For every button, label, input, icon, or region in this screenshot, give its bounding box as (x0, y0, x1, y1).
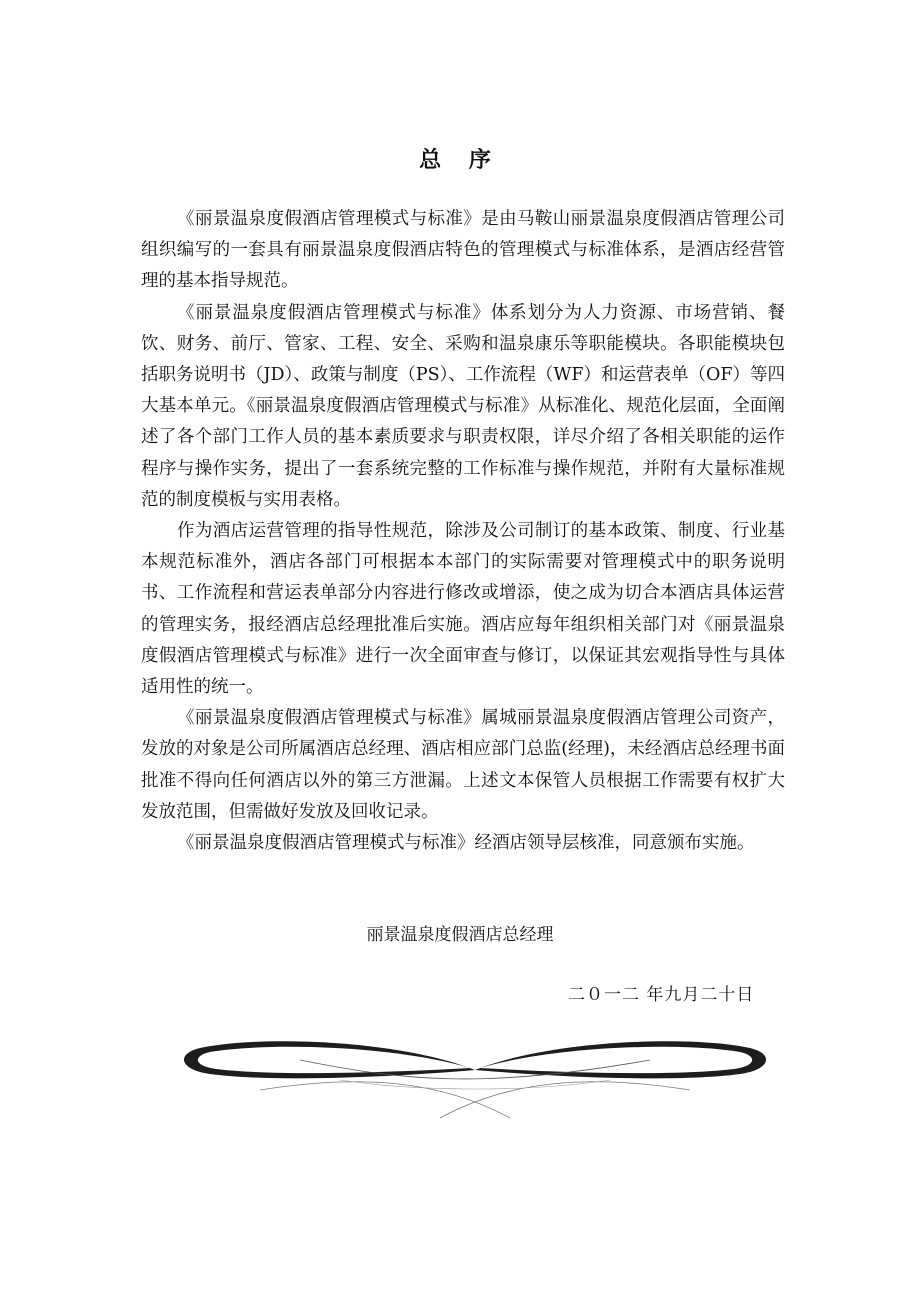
paragraph-5: 《丽景温泉度假酒店管理模式与标准》经酒店领导层核准，同意颁布实施。 (177, 833, 755, 854)
date-line: 二０一二 年九月二十日 (568, 985, 755, 1005)
page-title: 总 序 (419, 147, 501, 173)
preface-body (141, 204, 785, 859)
paragraph-1: 《丽景温泉度假酒店管理模式与标准》是由马鞍山丽景温泉度假酒店管理公司组织编写的一套具有丽景温泉度假酒店特色的管理模式与标准体系，是酒店经营管理的基本指导规范。 (141, 209, 785, 292)
paragraph-3: 作为酒店运营管理的指导性规范，除涉及公司制订的基本政策、制度、行业基本规范标准外，酒店各部门可根据本本部门的实际需要对管理模式中的职务说明书、工作流程和营运表单部分内容进行修改或增添，使之成为切合本酒店具体运营的管理实务，报经酒店总经理批准后实施。酒店应每年组织相关部门对《丽景温泉度假酒店管理模式与标准》进行一次全面审查与修订，以保证其宏观指导性与具体适用性的统一。 (141, 521, 785, 698)
paragraph-2: 《丽景温泉度假酒店管理模式与标准》体系划分为人力资源、市场营销、餐饮、财务、前厅、管家、工程、安全、采购和温泉康乐等职能模块。各职能模块包括职务说明书（JD）、政策与制度（PS）、工作流程（WF）和运营表单（OF）等四大基本单元。《丽景温泉度假酒店管理模式与标准》从标准化、规范化层面，全面阐述了各个部门工作人员的基本素质要求与职责权限，详尽介绍了各相关职能的运作程序与操作实务，提出了一套系统完整的工作标准与操作规范，并附有大量标准规范的制度模板与实用表格。 (141, 302, 785, 510)
signer-line: 丽景温泉度假酒店总经理 (366, 925, 554, 945)
swirl-ornament-icon (180, 1030, 770, 1122)
paragraph-4: 《丽景温泉度假酒店管理模式与标准》属城丽景温泉度假酒店管理公司资产，发放的对象是公司所属酒店总经理、酒店相应部门总监(经理)，未经酒店总经理书面批准不得向任何酒店以外的第三方泄漏。上述文本保管人员根据工作需要有权扩大发放范围，但需做好发放及回收记录。 (141, 708, 785, 822)
